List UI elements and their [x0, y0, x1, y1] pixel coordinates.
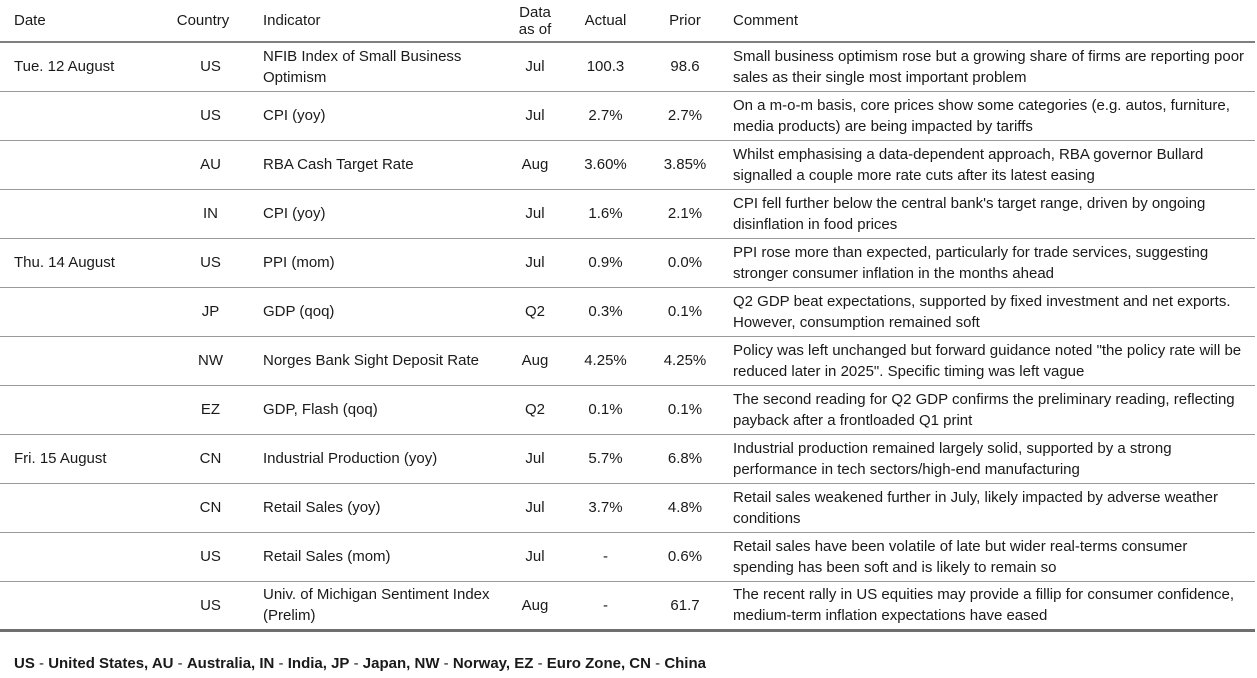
table-row: [0, 287, 1255, 336]
row-comment: The second reading for Q2 GDP confirms the preliminary reading, reflecting payback after a frontloaded Q1 print: [725, 385, 1255, 434]
row-comment: Industrial production remained largely solid, supported by a strong performance in tech sectors/high-end manufacturing: [725, 434, 1255, 483]
row-data-as-of: Aug: [504, 581, 566, 630]
row-prior: 6.8%: [645, 434, 725, 483]
footnote-abbreviation: JP: [331, 655, 350, 672]
header-country: Country: [157, 0, 249, 42]
row-indicator: GDP, Flash (qoq): [249, 385, 504, 434]
row-data-as-of: Jul: [504, 238, 566, 287]
row-comment: PPI rose more than expected, particularly for trade services, suggesting stronger consumer inflation in the months ahead: [725, 238, 1255, 287]
row-data-as-of: Jul: [504, 42, 566, 91]
row-prior: 0.0%: [645, 238, 725, 287]
row-comment: Policy was left unchanged but forward guidance noted "the policy rate will be reduced later in 2025". Specific timing was left vague: [725, 336, 1255, 385]
row-prior: 2.1%: [645, 189, 725, 238]
row-actual: 5.7%: [566, 434, 645, 483]
row-actual: 0.9%: [566, 238, 645, 287]
row-country: US: [157, 42, 249, 91]
header-actual: Actual: [566, 0, 645, 42]
header-data-as-of-line2: as of: [518, 20, 552, 38]
row-country: US: [157, 532, 249, 581]
footnote-delimiter: ,: [144, 655, 152, 672]
footnote-separator: -: [349, 655, 363, 672]
row-country: US: [157, 238, 249, 287]
row-comment: On a m-o-m basis, core prices show some categories (e.g. autos, furniture, media products) are being impacted by tariffs: [725, 91, 1255, 140]
footnote-abbreviation: US: [14, 655, 35, 672]
row-data-as-of: Jul: [504, 483, 566, 532]
table-row: [0, 532, 1255, 581]
row-date: Fri. 15 August: [0, 434, 157, 483]
row-data-as-of: Jul: [504, 532, 566, 581]
footnote-separator: -: [274, 655, 288, 672]
row-indicator: Univ. of Michigan Sentiment Index (Prelim): [249, 581, 504, 630]
row-country: JP: [157, 287, 249, 336]
row-country: IN: [157, 189, 249, 238]
header-row: [0, 0, 1255, 42]
row-country: NW: [157, 336, 249, 385]
row-comment: Retail sales weakened further in July, likely impacted by adverse weather conditions: [725, 483, 1255, 532]
row-date: [0, 532, 157, 581]
row-country: CN: [157, 434, 249, 483]
footnote-delimiter: ,: [251, 655, 260, 672]
table-row: [0, 434, 1255, 483]
table-row: [0, 483, 1255, 532]
header-data-as-of: [504, 0, 566, 42]
table-row: [0, 581, 1255, 630]
footnote-country-name: Euro Zone: [546, 655, 621, 672]
footnote-delimiter: ,: [505, 655, 515, 672]
row-indicator: Retail Sales (yoy): [249, 483, 504, 532]
country-abbreviations-footnote: [14, 655, 706, 672]
row-date: Tue. 12 August: [0, 42, 157, 91]
table-row: [0, 91, 1255, 140]
row-prior: 98.6: [645, 42, 725, 91]
row-date: [0, 140, 157, 189]
row-country: US: [157, 91, 249, 140]
footnote-separator: -: [34, 655, 49, 672]
header-data-as-of-line1: Data: [519, 3, 551, 21]
row-actual: -: [566, 532, 645, 581]
row-comment: Q2 GDP beat expectations, supported by fixed investment and net exports. However, consumption remained soft: [725, 287, 1255, 336]
header-comment: Comment: [725, 0, 1255, 42]
row-indicator: RBA Cash Target Rate: [249, 140, 504, 189]
row-prior: 0.1%: [645, 287, 725, 336]
row-comment: CPI fell further below the central bank's target range, driven by ongoing disinflation in food prices: [725, 189, 1255, 238]
footnote-abbreviation: AU: [151, 655, 174, 672]
footnote-abbreviation: NW: [414, 655, 440, 672]
footnote-separator: -: [439, 655, 453, 672]
row-date: [0, 336, 157, 385]
table-row: [0, 336, 1255, 385]
header-prior: Prior: [645, 0, 725, 42]
row-actual: 0.3%: [566, 287, 645, 336]
row-prior: 0.1%: [645, 385, 725, 434]
row-country: EZ: [157, 385, 249, 434]
footnote-delimiter: ,: [322, 655, 332, 672]
footnote-separator: -: [650, 655, 665, 672]
row-actual: 0.1%: [566, 385, 645, 434]
footnote-separator: -: [533, 655, 547, 672]
row-date: [0, 483, 157, 532]
row-data-as-of: Jul: [504, 189, 566, 238]
table-row: [0, 238, 1255, 287]
table-row: [0, 385, 1255, 434]
row-actual: 2.7%: [566, 91, 645, 140]
row-comment: Small business optimism rose but a growing share of firms are reporting poor sales as their single most important problem: [725, 42, 1255, 91]
row-country: US: [157, 581, 249, 630]
row-data-as-of: Q2: [504, 385, 566, 434]
table-row: [0, 42, 1255, 91]
row-actual: -: [566, 581, 645, 630]
row-indicator: CPI (yoy): [249, 189, 504, 238]
row-country: AU: [157, 140, 249, 189]
header-date: Date: [0, 0, 157, 42]
row-indicator: Norges Bank Sight Deposit Rate: [249, 336, 504, 385]
footnote-country-name: Norway: [452, 655, 506, 672]
row-data-as-of: Aug: [504, 336, 566, 385]
row-date: [0, 385, 157, 434]
row-indicator: Industrial Production (yoy): [249, 434, 504, 483]
footnote-abbreviation: IN: [259, 655, 275, 672]
table-row: [0, 189, 1255, 238]
row-date: Thu. 14 August: [0, 238, 157, 287]
footnote-country-name: India: [287, 655, 323, 672]
row-prior: 2.7%: [645, 91, 725, 140]
row-indicator: NFIB Index of Small Business Optimism: [249, 42, 504, 91]
row-data-as-of: Jul: [504, 91, 566, 140]
row-prior: 4.8%: [645, 483, 725, 532]
row-data-as-of: Jul: [504, 434, 566, 483]
row-prior: 3.85%: [645, 140, 725, 189]
row-indicator: CPI (yoy): [249, 91, 504, 140]
row-indicator: GDP (qoq): [249, 287, 504, 336]
row-comment: The recent rally in US equities may provide a fillip for consumer confidence, medium-term inflation expectations have eased: [725, 581, 1255, 630]
footnote-separator: -: [173, 655, 187, 672]
row-actual: 100.3: [566, 42, 645, 91]
footnote-country-name: United States: [48, 655, 145, 672]
row-actual: 3.7%: [566, 483, 645, 532]
footnote-country-name: Japan: [362, 655, 407, 672]
row-country: CN: [157, 483, 249, 532]
footnote-country-name: China: [664, 655, 706, 672]
footnote-delimiter: ,: [620, 655, 630, 672]
row-comment: Retail sales have been volatile of late but wider real-terms consumer spending has been soft and is likely to remain so: [725, 532, 1255, 581]
table-body: [0, 42, 1255, 630]
footnote-abbreviation: CN: [629, 655, 651, 672]
row-data-as-of: Q2: [504, 287, 566, 336]
row-comment: Whilst emphasising a data-dependent approach, RBA governor Bullard signalled a couple more rate cuts after its latest easing: [725, 140, 1255, 189]
footnote-abbreviation: EZ: [514, 655, 534, 672]
row-actual: 1.6%: [566, 189, 645, 238]
header-indicator: Indicator: [249, 0, 504, 42]
row-date: [0, 581, 157, 630]
row-date: [0, 189, 157, 238]
row-actual: 3.60%: [566, 140, 645, 189]
footnote-delimiter: ,: [406, 655, 415, 672]
row-indicator: Retail Sales (mom): [249, 532, 504, 581]
row-prior: 61.7: [645, 581, 725, 630]
footnote-country-name: Australia: [186, 655, 252, 672]
table-row: [0, 140, 1255, 189]
row-prior: 4.25%: [645, 336, 725, 385]
row-date: [0, 287, 157, 336]
table-header: [0, 0, 1255, 42]
row-indicator: PPI (mom): [249, 238, 504, 287]
row-date: [0, 91, 157, 140]
row-data-as-of: Aug: [504, 140, 566, 189]
row-prior: 0.6%: [645, 532, 725, 581]
row-actual: 4.25%: [566, 336, 645, 385]
